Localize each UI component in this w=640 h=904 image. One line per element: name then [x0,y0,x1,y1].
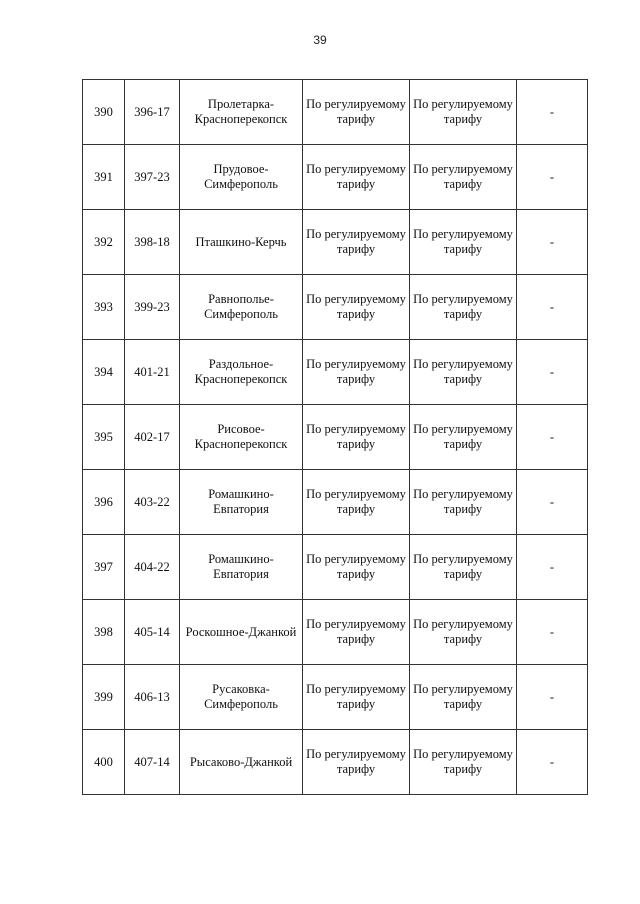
tariff-cell: По регулируемому тарифу [410,145,517,210]
tariff-cell: По регулируемому тарифу [303,470,410,535]
tariff-cell: По регулируемому тарифу [303,665,410,730]
dash-cell: - [517,80,588,145]
tariff-cell: По регулируемому тарифу [410,730,517,795]
route-code-cell: 396-17 [125,80,180,145]
tariff-cell: По регулируемому тарифу [410,275,517,340]
row-number-cell: 390 [83,80,125,145]
dash-cell: - [517,145,588,210]
dash-cell: - [517,665,588,730]
row-number-cell: 396 [83,470,125,535]
dash-cell: - [517,405,588,470]
route-name-cell: Рисовое-Красноперекопск [180,405,303,470]
table-row [83,145,588,210]
tariff-cell: По регулируемому тарифу [303,535,410,600]
route-name-cell: Раздольное-Красноперекопск [180,340,303,405]
route-name-cell: Пролетарка-Красноперекопск [180,80,303,145]
row-number-cell: 399 [83,665,125,730]
tariff-cell: По регулируемому тарифу [410,470,517,535]
row-number-cell: 395 [83,405,125,470]
dash-cell: - [517,730,588,795]
route-code-cell: 402-17 [125,405,180,470]
tariff-cell: По регулируемому тарифу [410,405,517,470]
row-number-cell: 394 [83,340,125,405]
row-number-cell: 393 [83,275,125,340]
route-code-cell: 403-22 [125,470,180,535]
table-row [83,730,588,795]
route-code-cell: 398-18 [125,210,180,275]
tariff-cell: По регулируемому тарифу [303,210,410,275]
route-code-cell: 404-22 [125,535,180,600]
tariff-cell: По регулируемому тарифу [410,80,517,145]
table-row [83,80,588,145]
table-row [83,600,588,665]
route-code-cell: 405-14 [125,600,180,665]
dash-cell: - [517,470,588,535]
row-number-cell: 391 [83,145,125,210]
route-name-cell: Прудовое-Симферополь [180,145,303,210]
row-number-cell: 392 [83,210,125,275]
dash-cell: - [517,535,588,600]
tariff-cell: По регулируемому тарифу [410,535,517,600]
row-number-cell: 400 [83,730,125,795]
route-code-cell: 407-14 [125,730,180,795]
route-code-cell: 401-21 [125,340,180,405]
route-name-cell: Ромашкино-Евпатория [180,470,303,535]
table-row [83,275,588,340]
route-name-cell: Равнополье-Симферополь [180,275,303,340]
table-row [83,210,588,275]
route-name-cell: Ромашкино-Евпатория [180,535,303,600]
row-number-cell: 397 [83,535,125,600]
table-row [83,470,588,535]
route-code-cell: 399-23 [125,275,180,340]
tariff-cell: По регулируемому тарифу [303,600,410,665]
tariff-cell: По регулируемому тарифу [303,145,410,210]
tariff-cell: По регулируемому тарифу [410,600,517,665]
tariff-cell: По регулируемому тарифу [410,665,517,730]
table-row [83,665,588,730]
dash-cell: - [517,600,588,665]
tariff-cell: По регулируемому тарифу [303,730,410,795]
route-name-cell: Роскошное-Джанкой [180,600,303,665]
route-code-cell: 397-23 [125,145,180,210]
tariff-cell: По регулируемому тарифу [410,340,517,405]
tariff-cell: По регулируемому тарифу [303,340,410,405]
table-row [83,535,588,600]
tariff-cell: По регулируемому тарифу [303,405,410,470]
tariff-cell: По регулируемому тарифу [303,80,410,145]
tariff-cell: По регулируемому тарифу [303,275,410,340]
routes-table [82,79,588,795]
routes-table-body [83,80,588,795]
route-name-cell: Русаковка-Симферополь [180,665,303,730]
route-name-cell: Пташкино-Керчь [180,210,303,275]
route-name-cell: Рысаково-Джанкой [180,730,303,795]
dash-cell: - [517,275,588,340]
table-row [83,405,588,470]
route-code-cell: 406-13 [125,665,180,730]
table-row [83,340,588,405]
page-number: 39 [313,33,327,47]
tariff-cell: По регулируемому тарифу [410,210,517,275]
row-number-cell: 398 [83,600,125,665]
dash-cell: - [517,340,588,405]
dash-cell: - [517,210,588,275]
